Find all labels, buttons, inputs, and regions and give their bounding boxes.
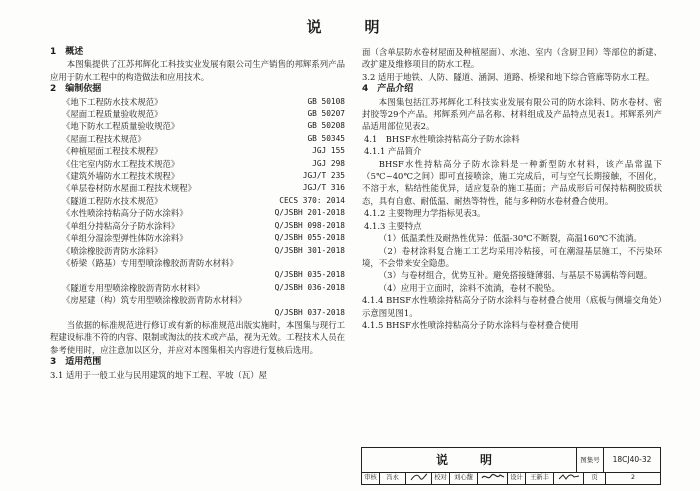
standard-code-bridge: Q/JSBH 035-2018 (274, 270, 345, 280)
subsection-4-1-4: 4.1.4 BHSF水性喷涂持粘高分子防水涂料与卷材叠合使用（底板与侧墙交角处）示意图见图1。 (362, 295, 662, 318)
title-block-name: 说 明 (435, 453, 502, 467)
standard-item: 《喷涂橡胶沥青防水涂料》 Q/JSBH 301-2018 (62, 245, 345, 256)
standard-item: 《种植屋面工程技术规程》 JGJ 155 (62, 146, 345, 157)
basis-note: 当依据的标准规范进行修订或有新的标准规范出版实施时，本图集与现行工程建设标准不符的内容、限制或淘汰的技术或产品，视为无效。工程技术人员在参考使用时，应注意加以区分，并应对本图集相关内容进行复核后选用。 (50, 319, 345, 355)
reviewer-name: 冯永 (380, 472, 406, 484)
subsection-4-1-2: 4.1.2 主要物理力学指标见表3。 (364, 208, 486, 219)
feature-3: （3）与卷材组合，优势互补。避免搭接缝薄弱、与基层不易满粘等问题。 (378, 270, 653, 281)
feature-1: （1）低温柔性及耐热性优异：低温-30℃不断裂，高温160℃不流淌。 (378, 233, 642, 244)
designer-name: 王新丰 (526, 472, 554, 484)
standard-item-bridge: 《桥梁（路基）专用型喷涂橡胶沥青防水材料》 (62, 257, 238, 268)
feature-4: （4）应用于立面时，涂料不流淌，卷材不脱坠。 (378, 282, 560, 293)
standard-item: 《单组分持粘高分子防水涂料》 Q/JSBH 098-2018 (62, 220, 345, 231)
page-label: 页 (584, 472, 606, 484)
atlas-number-label: 图集号 (580, 456, 600, 464)
standard-item: 《单组分湿涂型弹性体防水涂料》 Q/JSBH 055-2018 (62, 233, 345, 244)
subsection-4-1: 4.1 BHSF水性喷涂持粘高分子防水涂料 (364, 133, 520, 144)
title-block-signature-row (362, 472, 660, 484)
standard-item: 《屋面工程质量验收规范》 GB 50207 (62, 109, 345, 120)
section-heading-products: 4 产品介绍 (362, 84, 414, 95)
standards-list (50, 96, 345, 319)
design-label: 设计 (508, 472, 526, 484)
section-heading-basis: 2 编制依据 (50, 84, 102, 95)
atlas-number: 18CJ40-32 (612, 455, 652, 464)
standard-item: 《地下防水工程质量验收规范》 GB 50208 (62, 121, 345, 132)
checker-signature (478, 472, 508, 484)
reviewer-signature (406, 472, 432, 484)
overview-paragraph: 本图集提供了江苏邦辉化工科技实业发展有限公司生产销售的邦辉系列产品应用于防水工程中的构造做法和应用技术。 (50, 59, 345, 82)
checker-name: 刘心馥 (450, 472, 478, 484)
page-number: 2 (630, 474, 635, 481)
standard-item-house: 《房屋建（构）筑专用型喷涂橡胶沥青防水材料》 (62, 295, 247, 306)
title-block (361, 447, 661, 485)
products-paragraph: 本图集包括江苏邦辉化工科技实业发展有限公司的防水涂料、防水卷材、密封胶等29个产品。邦辉系列产品名称、材料组成及产品特点见表1。邦辉系列产品适用部位见表2。 (362, 96, 662, 132)
feature-2: （2）卷材涂料复合施工工艺均采用冷粘接，可在潮湿基层施工，不污染环境，不会带来安全隐患。 (362, 245, 662, 268)
standard-item: 《水性喷涂持粘高分子防水涂料》 Q/JSBH 201-2018 (62, 208, 345, 219)
subsection-4-1-3: 4.1.3 主要特点 (364, 220, 422, 231)
subsection-4-1-5: 4.1.5 BHSF水性喷涂持粘高分子防水涂料与卷材叠合使用 (362, 319, 579, 330)
review-label: 审核 (362, 472, 380, 484)
designer-signature (554, 472, 584, 484)
right-column (362, 46, 662, 331)
left-column (50, 46, 345, 381)
subsection-4-1-1: 4.1.1 产品简介 (364, 146, 422, 157)
title-block-top-row (362, 448, 660, 473)
scope-item-1-continued: 面（含单层防水卷材屋面及种植屋面）、水池、室内（含厨卫间）等部位的新建、改扩建及维修项目的防水工程。 (362, 47, 662, 70)
scope-item-2: 3.2 适用于地铁、人防、隧道、涵洞、道路、桥梁和地下综合管廊等防水工程。 (362, 71, 655, 82)
standard-item: 《住宅室内防水工程技术规范》 JGJ 298 (62, 158, 345, 169)
standard-item: 《地下工程防水技术规范》 GB 50108 (62, 96, 345, 107)
standard-item: 《单层卷材防水屋面工程技术规程》 JGJ/T 316 (62, 183, 345, 194)
standard-item: 《隧道工程防水技术规范》 CECS 370: 2014 (62, 195, 345, 206)
scope-item-1: 3.1 适用于一般工业与民用建筑的地下工程、平坡（瓦）屋 (50, 369, 267, 380)
section-heading-scope: 3 适用范围 (50, 357, 102, 368)
product-intro-paragraph: BHSF水性持粘高分子防水涂料是一种新型防水材料，该产品常温下（5℃~40℃之间）即可直接喷涂，施工完成后，可与空气长期接触，不固化，不溶于水，粘结性能优异，适应复杂的施工基面；产品成形后可保持粘稠胶质状态，具有自愈、耐低温、耐热等特性，能与多种防水卷材叠合使用。 (362, 158, 662, 206)
section-heading-overview: 1 概述 (50, 47, 84, 57)
standard-item-tunnel: 《隧道专用型喷涂橡胶沥青防水材料》 Q/JSBH 036-2018 (62, 282, 345, 293)
standard-item: 《屋面工程技术规范》 GB 50345 (62, 133, 345, 144)
standard-item: 《建筑外墙防水工程技术规程》 JGJ/T 235 (62, 171, 345, 182)
page-title: 说 明 (306, 18, 394, 36)
check-label: 校对 (432, 472, 450, 484)
standard-code-house: Q/JSBH 037-2018 (274, 307, 345, 317)
